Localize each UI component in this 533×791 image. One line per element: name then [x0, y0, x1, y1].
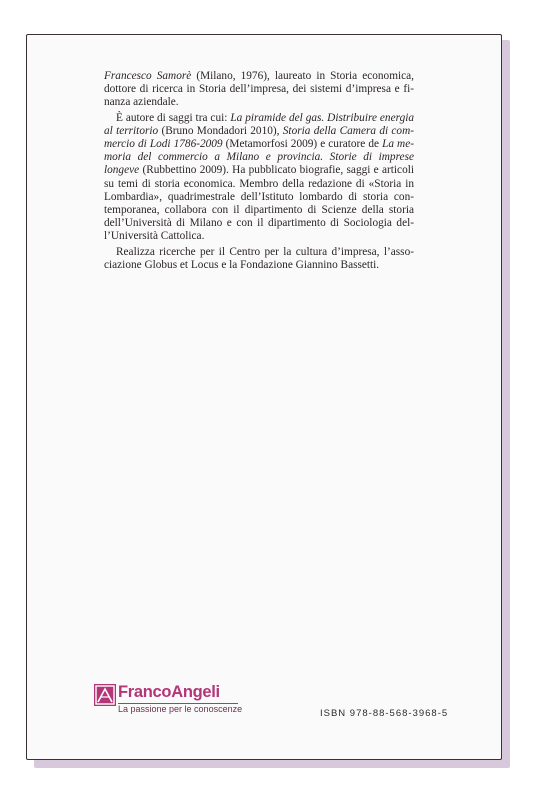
book-title-3: La memoria del commercio a Milano e provincia. Storie di imprese longeve: [104, 138, 414, 177]
isbn: ISBN 978-88-568-3968-5: [320, 708, 449, 719]
bio-p2-text-3: (Metamorfosi 2009) e curatore de: [222, 138, 383, 151]
publisher-logo: [94, 684, 244, 718]
publisher-tagline: La passione per le conoscenze: [118, 704, 243, 714]
bio-p2-text-1: È autore di saggi tra cui:: [116, 111, 231, 124]
bio-p2-text-4: (Rubbettino 2009). Ha pubblicato biografie, saggi e articoli su temi di storia economica. Membro della redazione di «Storia in Lombardia», quadrimestrale dell’Istituto lombardo di storia contemporanea, collabora con il dipartimento di Scienze della storia dell’Università di Milano e con il dipartimento di Sociologia dell’Università Cattolica.: [104, 164, 414, 243]
bio-p1-text: (Milano, 1976), laureato in Storia economica, dottore di ricerca in Storia dell’impresa, dei sistemi d’impresa e finanza aziendale.: [104, 70, 414, 109]
bio-paragraph-1: [104, 70, 414, 110]
bio-p2-text-2: (Bruno Mondadori 2010),: [158, 124, 283, 137]
author-name: Francesco Samorè: [104, 70, 192, 82]
publisher-name: FrancoAngeli: [118, 683, 220, 701]
bio-paragraph-3: Realizza ricerche per il Centro per la cultura d’impresa, l’associazione Globus et Locus e la Fondazione Giannino Bassetti.: [104, 245, 414, 271]
bio-paragraph-2: [104, 112, 414, 244]
book-title-1: La piramide del gas. Distribuire energia al territorio: [104, 111, 415, 137]
francoangeli-mark-icon: [94, 684, 116, 706]
author-bio: [104, 70, 414, 274]
book-title-2: Storia della Camera di commercio di Lodi 1786-2009: [104, 124, 414, 151]
